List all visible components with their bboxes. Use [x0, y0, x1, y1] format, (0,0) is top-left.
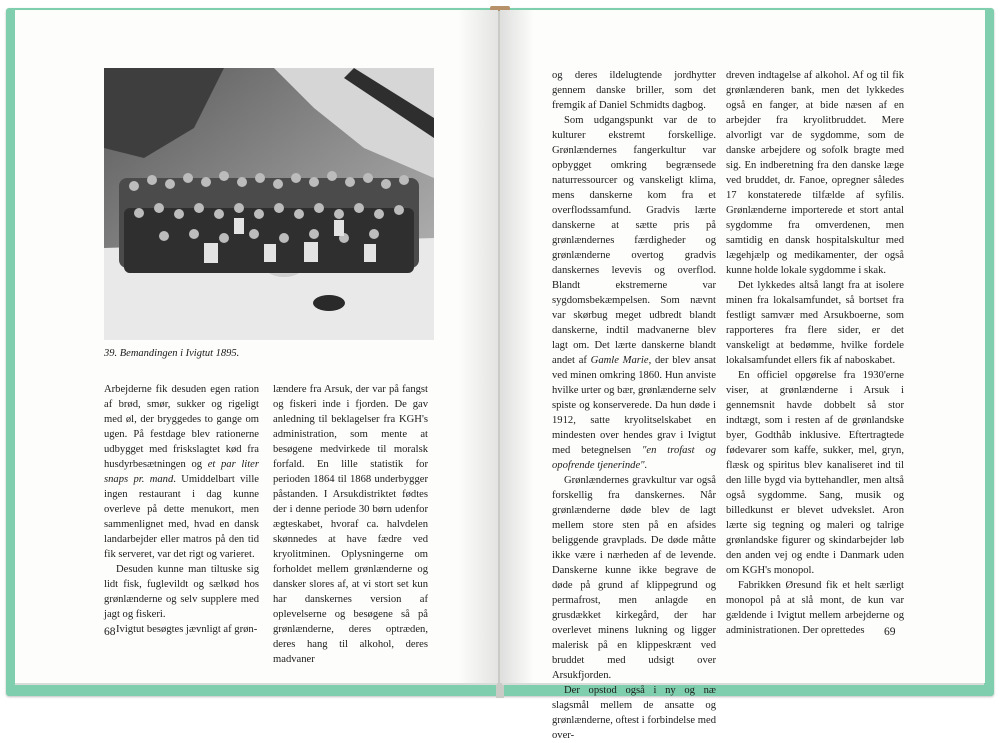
left-column-2: [273, 382, 428, 667]
page-number-left: 68: [104, 626, 116, 638]
paragraph: Det lykkedes altså langt fra at isolere minen fra lokalsamfundet, så bortset fra festligt samvær med Arsukboerne, som rapporteres fra flere sider, er det vanskeligt at bedømme, hvilke fordele lokalsamfundet ellers fik af naboskabet.: [726, 280, 904, 366]
left-page: [15, 10, 498, 683]
page-number-right: 69: [884, 626, 896, 638]
right-page: [500, 10, 985, 741]
paragraph: lændere fra Arsuk, der var på fangst og fiskeri inde i fjorden. De gav anledning til beklagelser fra KGH's administration, som mente at besøgene medvirkede til moralsk forfald. En lille statistik for perioden 1864 til 1868 underbygger påstanden. I Arsukdistriktet fødtes der i denne periode 30 børn udenfor ægteskabet, hvoraf ca. halvdelen skønnedes at have fædre ved kryolitminen. Oplysningerne om forholdet mellem grønlænderne og dansker slores af, at vi stort set kun har danskernes version af oplevelserne og besøgene så på grønlænderne, deres optræden, deres hang til alkohol, deres madvaner: [273, 384, 428, 665]
paragraph: Ivigtut besøgtes jævnligt af grøn-: [116, 624, 258, 635]
paragraph: og deres ildelugtende jordhytter gennem danske briller, som det fremgik af Daniel Schmidts dagbog.: [552, 70, 716, 111]
photo-caption: 39. Bemandingen i Ivigtut 1895.: [104, 348, 240, 359]
right-column-2: [726, 68, 904, 638]
paragraph: dreven indtagelse af alkohol. Af og til fik grønlænderen bank, men det lykkedes også en fanger, at bide næsen af en arbejder fra kryolitbruddet. Mere alvorligt var de sygdomme, som de danske arbejdere og sofolk bragte med sig. En indberetning fra den danske læge ved bruddet, dr. Fanoe, opregner således 17 konstaterede tilfælde af syfilis. Grønlænderne importerede et stort antal sygdomme fra omverdenen, men samtidig en dansk hospitalskultur med lægehjælp og medikamenter, der også kunne holde lokale sygdomme i skak.: [726, 70, 904, 276]
paragraph: En officiel opgørelse fra 1930'erne viser, at grønlænderne i Arsuk i gennemsnit havde dobbelt så stor indtægt, som i resten af de grønlandske byer, Godthåb inklusive. Eftertragtede fødevarer som kaffe, sukker, mel, gryn, flæsk og spiritus blev kanaliseret ind til den lille bygd via byttehandler, men altså også sygdomme. Sang, musik og billedkunst er blevet udvekslet. Aron lærte sig tegning og maleri og talrige grønlandske figurer og skindarbejder løb den anden vej og endte i Danmark uden om KGH's monopol.: [726, 370, 904, 576]
paragraph: Grønlændernes gravkultur var også forskellig fra danskernes. Når grønlænderne døde blev de lagt mellem store sten på en afsides beliggende gravplads. De døde måtte ikke være i nærheden af de levende. Danskerne kunne ikke begrave de døde på grund af klippegrund og permafrost, men anlagde en grusdækket kirkegård, der har overlevet minens lukning og ligger malerisk på en klippeskrænt ved bruddet med udsigt over Arsukfjorden.: [552, 475, 716, 681]
paragraph: Fabrikken Øresund fik et helt særligt monopol på at slå mont, de kun var gældende i Ivigtut mellem arbejderne og administrationen. Der oprettedes: [726, 580, 904, 636]
left-column-1: [104, 382, 259, 637]
photo-illustration: [104, 68, 434, 340]
right-column-1: [552, 68, 716, 743]
paragraph: Som udgangspunkt var de to kulturer ekstremt forskellige. Grønlændernes fangerkultur var opbygget omkring begrænsede naturressourcer og vanskeligt klima, mens danskerne kom fra et overflodssamfund. Gradvis lærte danskerne at sætte pris på grønlændernes færdigheder og grønlænderne overtog gradvis danskernes levevis og overflod. Blandt ekstremerne var sygdomsbekæmpelsen. Som nævnt var skørbug meget udbredt blandt danskerne, indtil madvanerne blev lagt om. Det lærte danskerne blandt andet af Gamle Marie, der blev ansat ved minen omkring 1860. Hun anviste hvilke urter og bær, grønlænderne selv spiste og konserverede. Da hun døde i 1912, satte kryolitselskabet en mindesten over hendes grav i Ivigtut med betegnelsen "en trofast og opofrende tjenerinde".: [552, 115, 716, 471]
historic-group-photo: [104, 68, 434, 340]
paragraph: Arbejderne fik desuden egen ration af brød, smør, sukker og rigeligt med øl, der bryggedes to gange om ugen. På festdage blev rationerne udbygget med friskslagtet kød fra husdyrbesætningen og et par liter snaps pr. mand. Umiddelbart ville ingen restaurant i dag kunne overleve på dette menukort, men sammenlignet med, hvad en dansk landarbejder eller matros på den tid fik serveret, var det rigt og varieret.: [104, 384, 259, 560]
page-stack-left: [15, 683, 497, 685]
paragraph: Der opstod også i ny og næ slagsmål mellem de ansatte og grønlænderne, oftest i forbindelse med over-: [552, 685, 716, 741]
paragraph: Desuden kunne man tiltuske sig lidt fisk, fuglevildt og sælkød hos grønlænderne og selv supplere med jagt og fiskeri.: [104, 564, 259, 620]
